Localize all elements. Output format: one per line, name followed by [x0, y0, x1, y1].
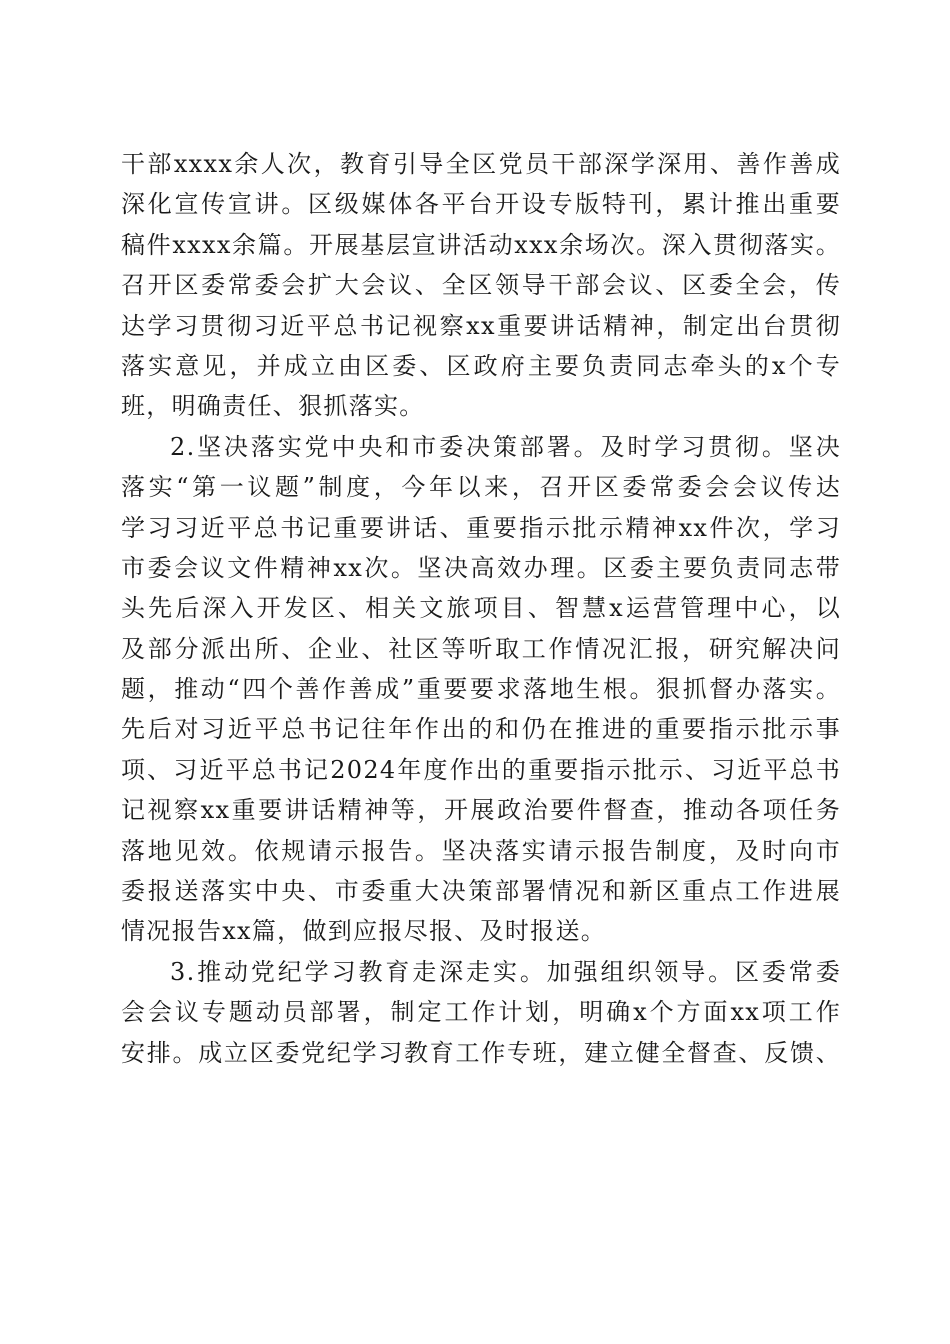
- text-line: 学习习近平总书记重要讲话、重要指示批示精神xx件次，学习: [121, 513, 841, 542]
- document-body: [121, 144, 841, 1073]
- text-line: 及部分派出所、企业、社区等听取工作情况汇报，研究解决问: [121, 634, 841, 663]
- text-line: 会会议专题动员部署，制定工作计划，明确x个方面xx项工作: [121, 998, 841, 1027]
- text-line: 先后对习近平总书记往年作出的和仍在推进的重要指示批示事: [121, 715, 841, 744]
- text-line: 稿件xxxx余篇。开展基层宣讲活动xxx余场次。深入贯彻落实。: [121, 230, 841, 259]
- paragraph-start-line: 3.推动党纪学习教育走深走实。加强组织领导。区委常委: [170, 957, 841, 986]
- text-line: 头先后深入开发区、相关文旅项目、智慧x运营管理中心，以: [121, 594, 841, 623]
- text-line: 题，推动“四个善作善成”重要要求落地生根。狠抓督办落实。: [121, 675, 841, 704]
- text-line: 落实意见，并成立由区委、区政府主要负责同志牵头的x个专: [121, 351, 841, 380]
- text-line: 干部xxxx余人次，教育引导全区党员干部深学深用、善作善成: [121, 150, 841, 178]
- text-line: 落实“第一议题”制度，今年以来，召开区委常委会会议传达: [121, 473, 841, 502]
- text-line: 市委会议文件精神xx次。坚决高效办理。区委主要负责同志带: [121, 553, 841, 582]
- text-line: 落地见效。依规请示报告。坚决落实请示报告制度，及时向市: [121, 836, 841, 865]
- text-line: 项、习近平总书记2024年度作出的重要指示批示、习近平总书: [121, 755, 841, 784]
- text-line: 深化宣传宣讲。区级媒体各平台开设专版特刊，累计推出重要: [121, 190, 841, 219]
- text-line: 达学习贯彻习近平总书记视察xx重要讲话精神，制定出台贯彻: [121, 311, 841, 340]
- text-line: 安排。成立区委党纪学习教育工作专班，建立健全督查、反馈、: [121, 1038, 841, 1067]
- text-line: 召开区委常委会扩大会议、全区领导干部会议、区委全会，传: [121, 271, 841, 300]
- text-line: 记视察xx重要讲话精神等，开展政治要件督查，推动各项任务: [121, 796, 841, 825]
- text-line: 委报送落实中央、市委重大决策部署情况和新区重点工作进展: [121, 877, 841, 906]
- text-line: 班，明确责任、狠抓落实。: [121, 392, 425, 421]
- text-line: 情况报告xx篇，做到应报尽报、及时报送。: [121, 917, 607, 946]
- paragraph-start-line: 2.坚决落实党中央和市委决策部署。及时学习贯彻。坚决: [170, 432, 841, 461]
